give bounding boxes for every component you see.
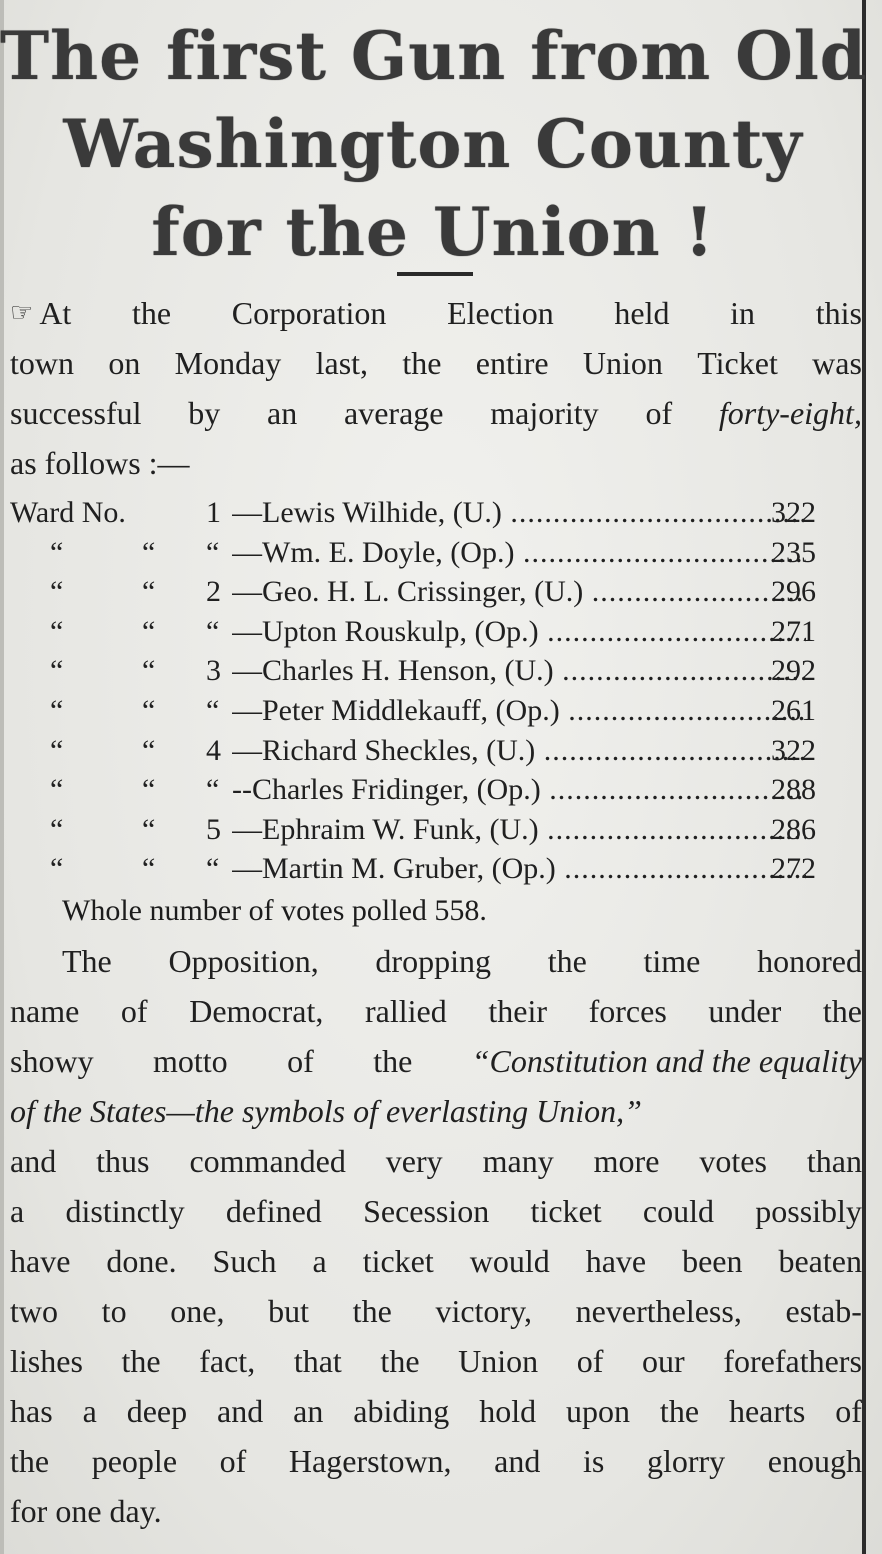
body-word: glorry bbox=[646, 1443, 726, 1479]
candidate-name: —Martin M. Gruber, (Op.) ..... bbox=[232, 849, 806, 889]
body-word: of bbox=[287, 1043, 314, 1079]
body-word: done. bbox=[106, 1243, 177, 1279]
body-word: has bbox=[10, 1393, 53, 1429]
body-word: hold bbox=[479, 1393, 537, 1429]
ward-number: “ bbox=[206, 535, 220, 569]
pointing-hand-icon: ☞ bbox=[10, 298, 34, 327]
candidate-name: —Lewis Wilhide, (U.) ..... bbox=[232, 493, 806, 533]
intro-word: an bbox=[267, 395, 298, 431]
ditto-mark: “ bbox=[142, 852, 156, 886]
intro-word: held bbox=[614, 295, 670, 331]
ward-number: “ bbox=[206, 614, 220, 648]
ditto-mark: “ bbox=[142, 773, 156, 807]
body-word: thus bbox=[96, 1143, 150, 1179]
vote-count: 286 bbox=[771, 812, 816, 846]
body-word: could bbox=[642, 1193, 714, 1229]
intro-word: At bbox=[39, 295, 72, 331]
intro-paragraph bbox=[10, 288, 862, 488]
body-word: name bbox=[10, 993, 80, 1029]
ward-row bbox=[10, 691, 862, 731]
body-word: beaten bbox=[778, 1243, 862, 1279]
ditto-mark: “ bbox=[50, 614, 64, 648]
intro-word: was bbox=[812, 345, 862, 381]
ditto-mark: “ bbox=[50, 733, 64, 767]
body-word: of bbox=[219, 1443, 247, 1479]
body-word: of bbox=[576, 1343, 604, 1379]
ward-number: 1 bbox=[206, 496, 221, 529]
ditto-mark: “ bbox=[142, 575, 156, 609]
ditto-mark: “ bbox=[142, 535, 156, 569]
ward-number: 3 bbox=[206, 654, 221, 688]
body-line-4 bbox=[10, 1086, 862, 1136]
body-line-9 bbox=[10, 1336, 862, 1386]
motto-quote: of the States—the symbols of everlasting Union,” bbox=[10, 1093, 642, 1129]
body-word: Secession bbox=[363, 1193, 490, 1229]
intro-line-4 bbox=[10, 438, 862, 488]
body-word: honored bbox=[757, 943, 862, 979]
body-word: upon bbox=[566, 1393, 630, 1429]
body-word: two bbox=[10, 1293, 58, 1329]
body-word: have bbox=[585, 1243, 647, 1279]
ward-label: Ward No. bbox=[10, 496, 126, 529]
body-word: been bbox=[682, 1243, 743, 1279]
body-line-5 bbox=[10, 1136, 862, 1186]
intro-word: the bbox=[402, 345, 442, 381]
body-line-7 bbox=[10, 1236, 862, 1286]
candidate-name: --Charles Fridinger, (Op.) ..... bbox=[232, 770, 806, 810]
ward-row bbox=[10, 612, 862, 652]
body-word: people bbox=[91, 1443, 178, 1479]
intro-word: successful bbox=[10, 395, 142, 431]
body-word: rallied bbox=[364, 993, 447, 1029]
ward-number: 5 bbox=[206, 812, 221, 846]
body-word: and bbox=[10, 1143, 57, 1179]
ditto-mark: “ bbox=[50, 535, 64, 569]
body-word: the bbox=[121, 1343, 161, 1379]
body-word: votes bbox=[699, 1143, 767, 1179]
intro-line-2 bbox=[10, 338, 862, 388]
ward-results bbox=[10, 493, 862, 889]
body-word: deep bbox=[126, 1393, 188, 1429]
body-line-6 bbox=[10, 1186, 862, 1236]
body-word: dropping bbox=[375, 943, 491, 979]
body-word: nevertheless, bbox=[575, 1293, 742, 1329]
intro-word: Corporation bbox=[231, 295, 387, 331]
body-word: would bbox=[469, 1243, 550, 1279]
body-line-12 bbox=[10, 1486, 862, 1536]
body-word: have bbox=[10, 1243, 71, 1279]
intro-word: in bbox=[730, 295, 756, 331]
vote-count: 235 bbox=[771, 535, 816, 569]
body-word: time bbox=[643, 943, 701, 979]
body-word: victory, bbox=[435, 1293, 532, 1329]
ward-row bbox=[10, 493, 862, 533]
ditto-mark: “ bbox=[50, 654, 64, 688]
vote-count: 322 bbox=[771, 733, 816, 767]
vote-count: 288 bbox=[771, 773, 816, 807]
body-word: the bbox=[373, 1043, 413, 1079]
body-word: forefathers bbox=[723, 1343, 862, 1379]
body-word: Union bbox=[458, 1343, 539, 1379]
intro-word: town bbox=[10, 345, 74, 381]
ward-row bbox=[10, 770, 862, 810]
ward-row bbox=[10, 533, 862, 573]
body-word: distinctly bbox=[65, 1193, 185, 1229]
ditto-mark: “ bbox=[142, 733, 156, 767]
body-word: possibly bbox=[755, 1193, 862, 1229]
ditto-mark: “ bbox=[50, 575, 64, 609]
body-word: Opposition, bbox=[168, 943, 319, 979]
body-line-2 bbox=[10, 986, 862, 1036]
motto-quote: “Constitution and the equality bbox=[471, 1043, 862, 1079]
vote-count: 292 bbox=[771, 654, 816, 688]
candidate-name: —Upton Rouskulp, (Op.) ..... bbox=[232, 612, 806, 652]
body-word: motto bbox=[153, 1043, 228, 1079]
ward-row bbox=[10, 810, 862, 850]
body-word: Such bbox=[212, 1243, 277, 1279]
vote-count: 322 bbox=[771, 496, 816, 529]
body-word: and bbox=[494, 1443, 541, 1479]
ditto-mark: “ bbox=[142, 693, 156, 727]
body-word: more bbox=[593, 1143, 660, 1179]
body-word: for one day. bbox=[10, 1493, 162, 1529]
ward-row bbox=[10, 572, 862, 612]
majority-figure: forty-eight, bbox=[718, 395, 862, 431]
body-word: lishes bbox=[10, 1343, 83, 1379]
body-word: The bbox=[62, 943, 112, 979]
candidate-name: —Geo. H. L. Crissinger, (U.) ..... bbox=[232, 572, 806, 612]
body-word: the bbox=[352, 1293, 392, 1329]
ward-row bbox=[10, 731, 862, 771]
ditto-mark: “ bbox=[50, 773, 64, 807]
ward-number: “ bbox=[206, 773, 220, 807]
body-word: the bbox=[659, 1393, 700, 1429]
headline-line-2: Washington County bbox=[63, 105, 803, 183]
total-votes: Whole number of votes polled 558. bbox=[62, 894, 487, 927]
vote-count: 272 bbox=[771, 852, 816, 886]
headline-line-1: The first Gun from Old bbox=[0, 17, 867, 95]
body-word: a bbox=[312, 1243, 327, 1279]
intro-word: as follows :— bbox=[10, 445, 190, 481]
body-word: the bbox=[10, 1443, 50, 1479]
candidate-name: —Charles H. Henson, (U.) ..... bbox=[232, 651, 806, 691]
intro-word: Monday bbox=[174, 345, 282, 381]
candidate-name: —Ephraim W. Funk, (U.) ..... bbox=[232, 810, 806, 850]
body-word: under bbox=[708, 993, 782, 1029]
body-word: of bbox=[120, 993, 148, 1029]
candidate-name: —Peter Middlekauff, (Op.) ..... bbox=[232, 691, 806, 731]
intro-word: last, bbox=[315, 345, 369, 381]
body-word: an bbox=[293, 1393, 324, 1429]
ditto-mark: “ bbox=[50, 852, 64, 886]
body-word: many bbox=[482, 1143, 554, 1179]
candidate-name: —Richard Sheckles, (U.) ..... bbox=[232, 731, 806, 771]
intro-word: average bbox=[344, 395, 444, 431]
body-paragraph bbox=[10, 936, 862, 1536]
body-word: commanded bbox=[189, 1143, 346, 1179]
body-word: a bbox=[82, 1393, 97, 1429]
ditto-mark: “ bbox=[142, 614, 156, 648]
ditto-mark: “ bbox=[142, 812, 156, 846]
body-word: of bbox=[835, 1393, 862, 1429]
intro-word: of bbox=[645, 395, 673, 431]
body-word: ticket bbox=[362, 1243, 434, 1279]
body-word: Hagerstown, bbox=[288, 1443, 452, 1479]
intro-word: on bbox=[108, 345, 141, 381]
headline-divider bbox=[397, 272, 473, 276]
intro-word: Union bbox=[582, 345, 663, 381]
body-word: our bbox=[642, 1343, 685, 1379]
body-word: one, bbox=[170, 1293, 225, 1329]
ditto-mark: “ bbox=[50, 693, 64, 727]
intro-word: majority bbox=[490, 395, 599, 431]
body-word: is bbox=[583, 1443, 605, 1479]
ward-row bbox=[10, 651, 862, 691]
body-word: hearts bbox=[728, 1393, 806, 1429]
intro-word: this bbox=[815, 295, 862, 331]
ward-number: 4 bbox=[206, 733, 221, 767]
body-word: fact, bbox=[199, 1343, 256, 1379]
ward-number: “ bbox=[206, 852, 220, 886]
body-line-10 bbox=[10, 1386, 862, 1436]
body-line-11 bbox=[10, 1436, 862, 1486]
body-word: than bbox=[806, 1143, 862, 1179]
body-word: defined bbox=[225, 1193, 322, 1229]
body-word: enough bbox=[767, 1443, 862, 1479]
vote-count: 296 bbox=[771, 575, 816, 609]
ward-number: 2 bbox=[206, 575, 221, 609]
body-word: that bbox=[293, 1343, 342, 1379]
body-word: to bbox=[101, 1293, 127, 1329]
body-word: a bbox=[10, 1193, 25, 1229]
candidate-name: —Wm. E. Doyle, (Op.) ..... bbox=[232, 533, 806, 573]
body-word: ticket bbox=[530, 1193, 602, 1229]
body-word: very bbox=[385, 1143, 443, 1179]
intro-line-1-words bbox=[10, 288, 862, 338]
vote-count: 261 bbox=[771, 693, 816, 727]
body-word: the bbox=[547, 943, 587, 979]
body-word: but bbox=[268, 1293, 309, 1329]
body-word: their bbox=[488, 993, 547, 1029]
body-word: forces bbox=[588, 993, 667, 1029]
intro-word: by bbox=[188, 395, 221, 431]
vote-count: 271 bbox=[771, 614, 816, 648]
body-line-1 bbox=[10, 936, 862, 986]
intro-word: Election bbox=[447, 295, 554, 331]
intro-word: the bbox=[131, 295, 172, 331]
intro-word: entire bbox=[475, 345, 549, 381]
headline-line-3: for the Union ! bbox=[151, 193, 715, 271]
body-word: showy bbox=[10, 1043, 94, 1079]
body-word: the bbox=[822, 993, 862, 1029]
intro-word: Ticket bbox=[697, 345, 778, 381]
intro-line-1 bbox=[10, 288, 862, 338]
body-word: abiding bbox=[353, 1393, 450, 1429]
ward-row bbox=[10, 849, 862, 889]
body-line-8 bbox=[10, 1286, 862, 1336]
headline bbox=[0, 12, 866, 276]
ditto-mark: “ bbox=[142, 654, 156, 688]
body-word: Democrat, bbox=[189, 993, 324, 1029]
ditto-mark: “ bbox=[50, 812, 64, 846]
ward-number: “ bbox=[206, 693, 220, 727]
body-word: and bbox=[217, 1393, 264, 1429]
intro-line-3 bbox=[10, 388, 862, 438]
body-line-3 bbox=[10, 1036, 862, 1086]
body-word: the bbox=[380, 1343, 420, 1379]
body-word: estab- bbox=[785, 1293, 862, 1329]
